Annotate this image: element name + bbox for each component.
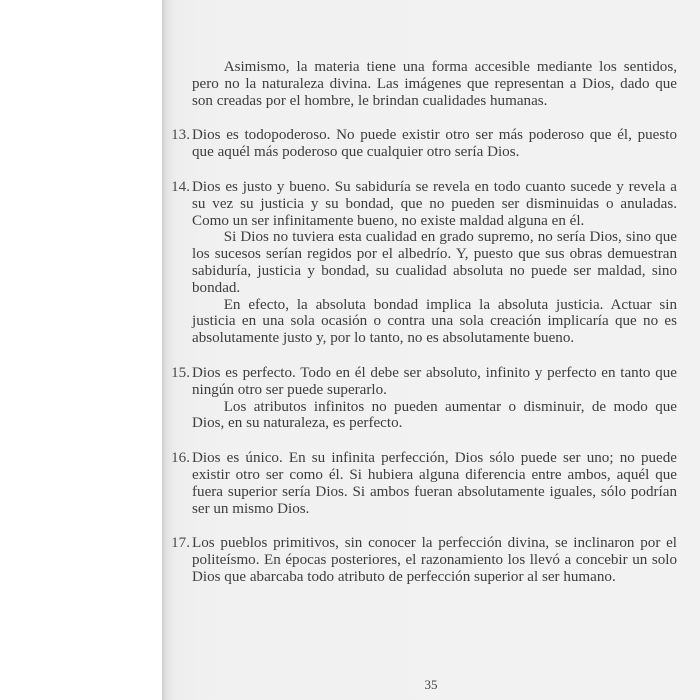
item-14-paragraph-3: En efecto, la absoluta bondad implica la absoluta justicia. Actuar sin justicia en una sola ocasión o contra una sola creación implicaría que no es absolutamente justo y, por lo tanto, no es absolutamente bueno. — [192, 296, 677, 347]
item-number: 13. — [171, 127, 190, 144]
intro-paragraph: Asimismo, la materia tiene una forma accesible mediante los sentidos, pero no la naturaleza divina. Las imágenes que representan a Dios, dado que son creadas por el hombre, le brindan cualidades humanas. — [192, 59, 677, 109]
item-17-paragraph: Los pueblos primitivos, sin conocer la perfección divina, se inclinaron por el politeísmo. En épocas posteriores, el razonamiento los llevó a concebir un solo Dios que abarcaba todo atributo de perfección superior al ser humano. — [192, 535, 677, 585]
item-16-paragraph: Dios es único. En su infinita perfección, Dios sólo puede ser uno; no puede existir otro ser como él. Si hubiera alguna diferencia entre ambos, aquél que fuera superior sería Dios. Si ambos fueran absolutamente iguales, sólo podrían ser un mismo Dios. — [192, 450, 677, 517]
item-14-paragraph-2: Si Dios no tuviera esta cualidad en grado supremo, no sería Dios, sino que los sucesos serían regidos por el albedrío. Y, puesto que sus obras demuestran sabiduría, justicia y bondad, su cualidad absoluta no puede ser maldad, sino bondad. — [192, 229, 677, 296]
item-15 — [171, 364, 677, 432]
item-number: 16. — [171, 450, 190, 467]
item-number: 15. — [171, 364, 190, 381]
item-14 — [171, 178, 677, 347]
item-13-paragraph: Dios es todopoderoso. No puede existir otro ser más poderoso que él, puesto que aquél más poderoso que cualquier otro sería Dios. — [192, 127, 677, 161]
item-15-paragraph-1: Dios es perfecto. Todo en él debe ser absoluto, infinito y perfecto en tanto que ningún otro ser puede superarlo. — [192, 364, 677, 398]
page-scan — [162, 0, 700, 700]
item-15-paragraph-2: Los atributos infinitos no pueden aumentar o disminuir, de modo que Dios, en su naturaleza, es perfecto. — [192, 398, 677, 432]
page-text — [171, 59, 677, 586]
item-13 — [171, 127, 677, 161]
item-number: 17. — [171, 535, 190, 552]
item-16 — [171, 450, 677, 517]
item-number: 14. — [171, 178, 190, 195]
item-14-paragraph-1: Dios es justo y bueno. Su sabiduría se revela en todo cuanto sucede y revela a su vez su justicia y su bondad, que no pueden ser disminuidas o anuladas. Como un ser infinitamente bueno, no existe maldad alguna en él. — [192, 178, 677, 229]
item-17 — [171, 535, 677, 585]
page-number: 35 — [424, 677, 438, 692]
